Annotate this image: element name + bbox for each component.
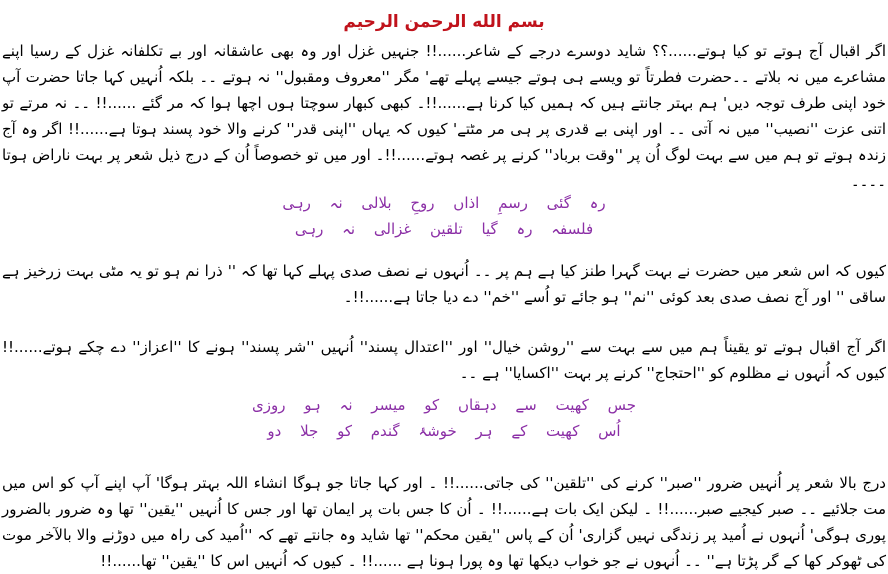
paragraph-intro: اگر اقبال آج ہوتے تو کیا ہوتے......؟؟ شاید دوسرے درجے کے شاعر......!! جنہیں غزل اور وہ بھی عاشقانہ اور بے تکلفانہ غزل کے رسیا اپنے مشاعرے میں نہ بلاتے ۔۔حضرت فطرتاً تو ویسے ہی ہوتے جیسے پہلے تھے' مگر ''معروف ومقبول'' نہ ہوتے ۔۔ بلکہ اُنہیں کہا جاتا حضرت آپ خود اپنی طرف توجہ دیں' ہم بہتر جانتے ہیں کہ ہمیں کیا کرنا ہے......!!۔ کبھی کبھار سوچتا ہوں اچھا ہوا کہ مر گئے ......!! ۔۔ نہ مرتے تو اتنی عزت ''نصیب'' میں نہ آتی ۔۔ اور اپنی بے قدری پر ہی مر مٹتے' کیوں کہ یہاں ''اپنی قدر'' کرنے والا خود پسند ہوتا ہے......!! اگر وہ آج زندہ ہوتے تو ہم میں سے بہت لوگ اُن پر ''وقت برباد'' کرنے پر غصہ ہوتے......!!۔ اور میں تو خصوصاً اُن کے درج ذیل شعر پر بہت ناراض ہوتا ۔۔۔۔ — [2, 42, 886, 190]
verse-line-4: اُس کھیت کے ہر خوشۂ گندم کو جلا دو — [267, 422, 621, 440]
paragraph-commentary-2: اگر آج اقبال ہوتے تو یقیناً ہم میں سے بہت سے ''روشن خیال'' اور ''اعتدال پسند'' اُنہیں ''شر پسند'' ہونے کا ''اعزاز'' دے چکے ہوتے......!! کیوں کہ اُنہوں نے مظلوم کو ''احتجاج'' کرنے پر بہت ''اکسایا'' ہے ۔۔ — [2, 338, 886, 382]
paragraph-commentary-1: کیوں کہ اس شعر میں حضرت نے بہت گہرا طنز کیا ہے ہم پر ۔۔ اُنہوں نے نصف صدی پہلے کہا تھا کہ '' ذرا نم ہو تو یہ مٹی بہت زرخیز ہے ساقی '' اور آج نصف صدی بعد کوئی ''نم'' ہو جائے تو اُسے ''خم'' دے دیا جاتا ہے......!!۔ — [2, 262, 886, 306]
verse-line-2: فلسفہ رہ گیا تلقین غزالی نہ رہی — [294, 220, 594, 238]
paragraph-conclusion: درج بالا شعر پر اُنہیں ضرور ''صبر'' کرنے کی ''تلقین'' کی جاتی......!! ۔ اور کہا جاتا جو ہوگا انشاء اللہ بہتر ہوگا' آپ اپنے آپ کو اس میں مت جلائیے ۔۔ صبر کیجیے صبر......!! ۔ لیکن ایک بات ہے......!! ۔ اُن کا جس بات پر ایمان تھا اور جس کا اُنہیں ''یقین'' تھا وہ ضرور بالضرور پوری ہوگی' اُنہوں نے اُمید پر زندگی نہیں گزاری' اُن کے پاس ''یقین محکم'' تھا شاید وہ جانتے تھے کہ ''اُمید کی راہ میں دوڑنے والا بالآخر موت کی ٹھوکر کھا کے گر پڑتا ہے'' ۔۔ اُنہوں نے جو خواب دیکھا تھا وہ پورا ہونا ہے ......!! ۔ کیوں کہ اُنہیں اس کا ''یقین'' تھا......!! — [2, 474, 886, 570]
verse-line-3: جس کھیت سے دہقاں کو میسر نہ ہو روزی — [252, 396, 636, 414]
verse-line-1: رہ گئی رسمِ اذاں روحِ بلالی نہ رہی — [282, 194, 606, 212]
bismillah-heading: بسم الله الرحمن الرحیم — [343, 12, 545, 32]
